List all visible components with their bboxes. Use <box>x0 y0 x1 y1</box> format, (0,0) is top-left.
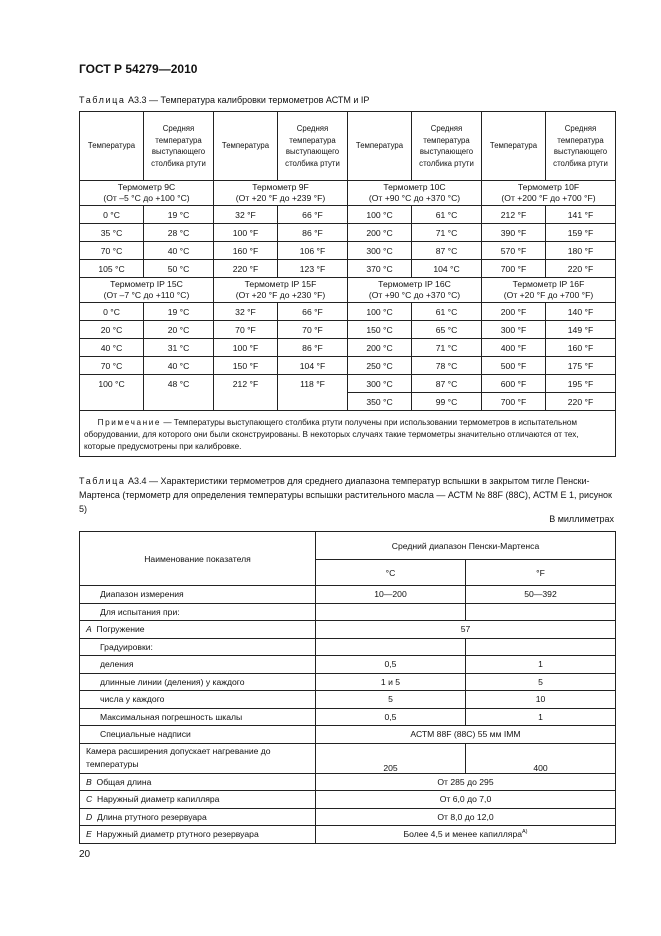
row-label-cell <box>80 726 316 744</box>
table-cell: 66 °F <box>278 206 348 224</box>
table-row <box>80 242 616 260</box>
table-cell: 65 °С <box>412 321 482 339</box>
table-cell: 100 °F <box>214 224 278 242</box>
footnote-mark: А) <box>522 829 528 836</box>
table-cell: 20 °С <box>80 321 144 339</box>
table-row <box>80 826 616 844</box>
unit-label: В миллиметрах <box>549 514 614 524</box>
table-row <box>80 656 616 674</box>
table-row <box>80 375 616 393</box>
table-row <box>80 206 616 224</box>
table-cell: 106 °F <box>278 242 348 260</box>
thermometer-range: (От +200 °F до +700 °F) <box>501 193 596 203</box>
table-cell: 370 °С <box>348 260 412 278</box>
table-cell: 78 °С <box>412 357 482 375</box>
table-cell: 61 °С <box>412 303 482 321</box>
row-label: Камера расширения допускает нагревание до температуры <box>86 746 271 769</box>
row-label-cell <box>80 708 316 726</box>
table-cell: 600 °F <box>482 375 546 393</box>
table-cell: 350 °С <box>348 393 412 411</box>
table-cell: 150 °С <box>348 321 412 339</box>
table-cell: 40 °С <box>80 339 144 357</box>
table-cell: 32 °F <box>214 206 278 224</box>
table-cell: 28 °С <box>144 224 214 242</box>
value-cell-c <box>316 638 466 656</box>
value-cell-f: 1 <box>466 656 616 674</box>
value-cell-f: 1 <box>466 708 616 726</box>
table-cell: 300 °С <box>348 375 412 393</box>
thermometer-name: Термометр 10С <box>383 182 446 192</box>
row-label: Максимальная погрешность шкалы <box>100 711 243 722</box>
table-row <box>80 603 616 621</box>
table-row <box>80 393 616 411</box>
dimension-letter: D <box>86 811 93 822</box>
row-label: Специальные надписи <box>100 729 191 740</box>
thermometer-group-cell <box>80 278 214 303</box>
table-cell <box>214 393 278 411</box>
table-cell: 40 °С <box>144 357 214 375</box>
table-cell: 50 °С <box>144 260 214 278</box>
row-label: Наружный диаметр ртутного резервуара <box>96 829 259 840</box>
value-cell-c <box>316 603 466 621</box>
table-row <box>80 638 616 656</box>
table-cell: 0 °С <box>80 303 144 321</box>
table-row <box>80 726 616 744</box>
dimension-letter: Е <box>86 829 92 840</box>
value-cell-c: 1 и 5 <box>316 673 466 691</box>
thermometer-name: Термометр IP 15С <box>110 279 183 289</box>
table-row <box>80 303 616 321</box>
table-cell: 570 °F <box>482 242 546 260</box>
thermometer-group-cell <box>214 181 348 206</box>
table-cell: 0 °С <box>80 206 144 224</box>
table-row <box>80 224 616 242</box>
value-cell: АСТМ 88F (88С) 55 мм IMM <box>316 726 616 744</box>
table-cell: 19 °С <box>144 206 214 224</box>
row-label: числа у каждого <box>100 694 165 705</box>
table-cell: 200 °С <box>348 339 412 357</box>
table-cell: 141 °F <box>546 206 616 224</box>
dimension-letter: С <box>86 794 93 805</box>
table-cell: 140 °F <box>546 303 616 321</box>
row-label-cell <box>80 743 316 773</box>
thermometer-group-cell <box>482 181 616 206</box>
table-cell: 100 °F <box>214 339 278 357</box>
table-cell: 220 °F <box>214 260 278 278</box>
row-label: Наружный диаметр капилляра <box>97 794 220 805</box>
table-cell: 20 °С <box>144 321 214 339</box>
table1-header-row: Температура Средняя температура выступающего столбика ртути Температура Средняя температура выступающего столбика ртути Температура Средняя температура выступающего столбика ртути Температура Средняя температура выступающего столбика ртути <box>80 112 616 181</box>
table-cell: 35 °С <box>80 224 144 242</box>
page-number: 20 <box>79 849 91 860</box>
value-cell-c: 5 <box>316 691 466 709</box>
value-cell: Более 4,5 и менее капилляра$^{А)}$ <box>316 826 616 844</box>
thermometer-group-cell <box>348 181 482 206</box>
table-row <box>80 691 616 709</box>
table-cell: 200 °F <box>482 303 546 321</box>
table-cell: 61 °С <box>412 206 482 224</box>
row-label: Погружение <box>96 624 145 635</box>
value-cell: 57 <box>316 621 616 639</box>
thermometer-name: Термометр IP 16F <box>512 279 585 289</box>
row-label: Градуировки: <box>100 641 153 652</box>
table-cell: 700 °F <box>482 260 546 278</box>
table-cell: 70 °С <box>80 242 144 260</box>
table-cell: 300 °С <box>348 242 412 260</box>
row-label-cell <box>80 638 316 656</box>
value-cell-f: 10 <box>466 691 616 709</box>
row-label-cell <box>80 673 316 691</box>
row-label-cell <box>80 808 316 826</box>
thermometer-name: Термометр 9F <box>252 182 309 192</box>
table-cell <box>144 393 214 411</box>
value-cell: От 8,0 до 12,0 <box>316 808 616 826</box>
value-cell-f <box>466 603 616 621</box>
table-cell: 32 °F <box>214 303 278 321</box>
row-label-cell <box>80 603 316 621</box>
table-cell: 390 °F <box>482 224 546 242</box>
value-cell-f: 50—392 <box>466 586 616 604</box>
table-row <box>80 673 616 691</box>
table2-header-row: Наименование показателя Средний диапазон Пенски-Мартенса <box>80 532 616 560</box>
row-label-cell <box>80 691 316 709</box>
table-row <box>80 743 616 773</box>
row-label-cell <box>80 826 316 844</box>
table-cell: 212 °F <box>482 206 546 224</box>
table-row <box>80 260 616 278</box>
table-cell: 400 °F <box>482 339 546 357</box>
value-cell-c: 0,5 <box>316 656 466 674</box>
value-cell-f <box>466 638 616 656</box>
value-cell-f: 400 <box>466 743 616 773</box>
thermometer-group-cell <box>348 278 482 303</box>
row-label: длинные линии (деления) у каждого <box>100 676 245 687</box>
table-row <box>80 321 616 339</box>
row-label: Общая длина <box>96 776 152 787</box>
table-cell: 100 °С <box>80 375 144 393</box>
thermometer-name: Термометр IP 16С <box>378 279 451 289</box>
row-label: Для испытания при: <box>100 606 180 617</box>
table-row <box>80 586 616 604</box>
table-cell: 118 °F <box>278 375 348 393</box>
table-row <box>80 708 616 726</box>
table-cell: 70 °F <box>278 321 348 339</box>
thermometer-group-cell <box>214 278 348 303</box>
table-cell: 48 °С <box>144 375 214 393</box>
table-cell: 71 °С <box>412 339 482 357</box>
table-cell: 500 °F <box>482 357 546 375</box>
thermometer-range: (От –5 °С до +100 °С) <box>103 193 190 203</box>
table-cell: 200 °С <box>348 224 412 242</box>
table-cell: 66 °F <box>278 303 348 321</box>
table-cell: 70 °С <box>80 357 144 375</box>
value-cell: От 6,0 до 7,0 <box>316 791 616 809</box>
table-row <box>80 357 616 375</box>
table-cell: 105 °С <box>80 260 144 278</box>
table-cell: 100 °С <box>348 303 412 321</box>
table-cell: 149 °F <box>546 321 616 339</box>
table-row <box>80 808 616 826</box>
table-row <box>80 791 616 809</box>
value-cell: От 285 до 295 <box>316 773 616 791</box>
table-row <box>80 773 616 791</box>
table-cell: 300 °F <box>482 321 546 339</box>
table-cell: 150 °F <box>214 357 278 375</box>
table-cell: 220 °F <box>546 393 616 411</box>
table-cell: 160 °F <box>214 242 278 260</box>
value-cell-f: 5 <box>466 673 616 691</box>
thermometer-group-row <box>80 181 616 206</box>
calibration-table <box>79 111 616 457</box>
thermometer-range: (От +90 °С до +370 °С) <box>368 290 461 300</box>
table1-note: Примечание — Температуры выступающего столбика ртути получены при использовании термометров в испытательном оборудовании, для которого они были сконструированы. В некоторых случаях такие термометры значительно отличаются от тех, которые предусмотрены при калибровке. <box>80 411 616 457</box>
table-cell: 19 °С <box>144 303 214 321</box>
row-label-cell <box>80 773 316 791</box>
table-cell: 123 °F <box>278 260 348 278</box>
table-cell: 160 °F <box>546 339 616 357</box>
table-cell: 159 °F <box>546 224 616 242</box>
table-cell: 104 °С <box>412 260 482 278</box>
document-header: ГОСТ Р 54279—2010 <box>79 62 198 76</box>
row-label-cell <box>80 586 316 604</box>
table-cell <box>278 393 348 411</box>
table-cell: 175 °F <box>546 357 616 375</box>
row-label-cell <box>80 791 316 809</box>
value-cell-c: 10—200 <box>316 586 466 604</box>
thermometer-name: Термометр 10F <box>517 182 580 192</box>
row-label-cell <box>80 656 316 674</box>
table-cell: 104 °F <box>278 357 348 375</box>
table-row <box>80 621 616 639</box>
thermometer-name: Термометр IP 15F <box>244 279 317 289</box>
table-cell: 100 °С <box>348 206 412 224</box>
row-label: Длина ртутного резервуара <box>97 811 207 822</box>
row-label-cell <box>80 621 316 639</box>
table-cell: 87 °С <box>412 242 482 260</box>
table-cell: 40 °С <box>144 242 214 260</box>
table-cell: 71 °С <box>412 224 482 242</box>
table-cell: 70 °F <box>214 321 278 339</box>
dimension-letter: В <box>86 776 92 787</box>
dimension-letter: А <box>86 624 92 635</box>
row-label: деления <box>100 659 134 670</box>
table-cell: 180 °F <box>546 242 616 260</box>
thermometer-group-cell <box>80 181 214 206</box>
thermometer-range: (От +20 °F до +230 °F) <box>235 290 326 300</box>
table-cell: 195 °F <box>546 375 616 393</box>
thermometer-group-row <box>80 278 616 303</box>
thermometer-range: (От –7 °С до +110 °С) <box>103 290 190 300</box>
table-cell: 700 °F <box>482 393 546 411</box>
table-cell: 250 °С <box>348 357 412 375</box>
table-row <box>80 339 616 357</box>
thermometer-characteristics-table: Наименование показателя Средний диапазон Пенски-Мартенса °С °F Диапазон измерения 10—200 50—392 Для испытания при: А Погружение 57 Градуировки: деления 0,5 1 длинные линии (деления) у каждого 1 и 5 5 числа у каждого 5 10 Максимальная погрешность шкалы 0,5 1 Специальные надписи АСТМ 88F (88С) 55 мм IMM Камера расширения допускает нагревание до температуры 205 400 В Общая длина От 285 до 295 С Наружный диаметр капилляра От 6,0 до 7,0 D Длина ртутного резервуара От 8,0 до 12,0 Е Наружный диаметр ртутного резервуара Более 4,5 и менее капилляра$^{А)}$ <box>79 531 616 844</box>
thermometer-range: (От +20 °F до +239 °F) <box>235 193 326 203</box>
table-cell: 212 °F <box>214 375 278 393</box>
table1-caption: Таблица А3.3 — Температура калибровки термометров АСТМ и IP <box>79 95 370 105</box>
value-cell-c: 205 <box>316 743 466 773</box>
thermometer-group-cell <box>482 278 616 303</box>
table-cell <box>80 393 144 411</box>
row-label: Диапазон измерения <box>100 589 184 600</box>
thermometer-name: Термометр 9С <box>117 182 176 192</box>
value-cell-c: 0,5 <box>316 708 466 726</box>
table-cell: 86 °F <box>278 224 348 242</box>
table-cell: 31 °С <box>144 339 214 357</box>
table-cell: 99 °С <box>412 393 482 411</box>
table-cell: 220 °F <box>546 260 616 278</box>
thermometer-range: (От +90 °С до +370 °С) <box>368 193 461 203</box>
table2-caption: Таблица А3.4 — Характеристики термометров для среднего диапазона температур вспышки в закрытом тигле Пенски-Мартенса (термометр для определения температуры вспышки растительного масла — АСТМ № 88F (88С), АСТМ Е 1, рисунок 5) <box>79 476 612 514</box>
table-cell: 86 °F <box>278 339 348 357</box>
table-cell: 87 °С <box>412 375 482 393</box>
thermometer-range: (От +20 °F до +700 °F) <box>503 290 594 300</box>
